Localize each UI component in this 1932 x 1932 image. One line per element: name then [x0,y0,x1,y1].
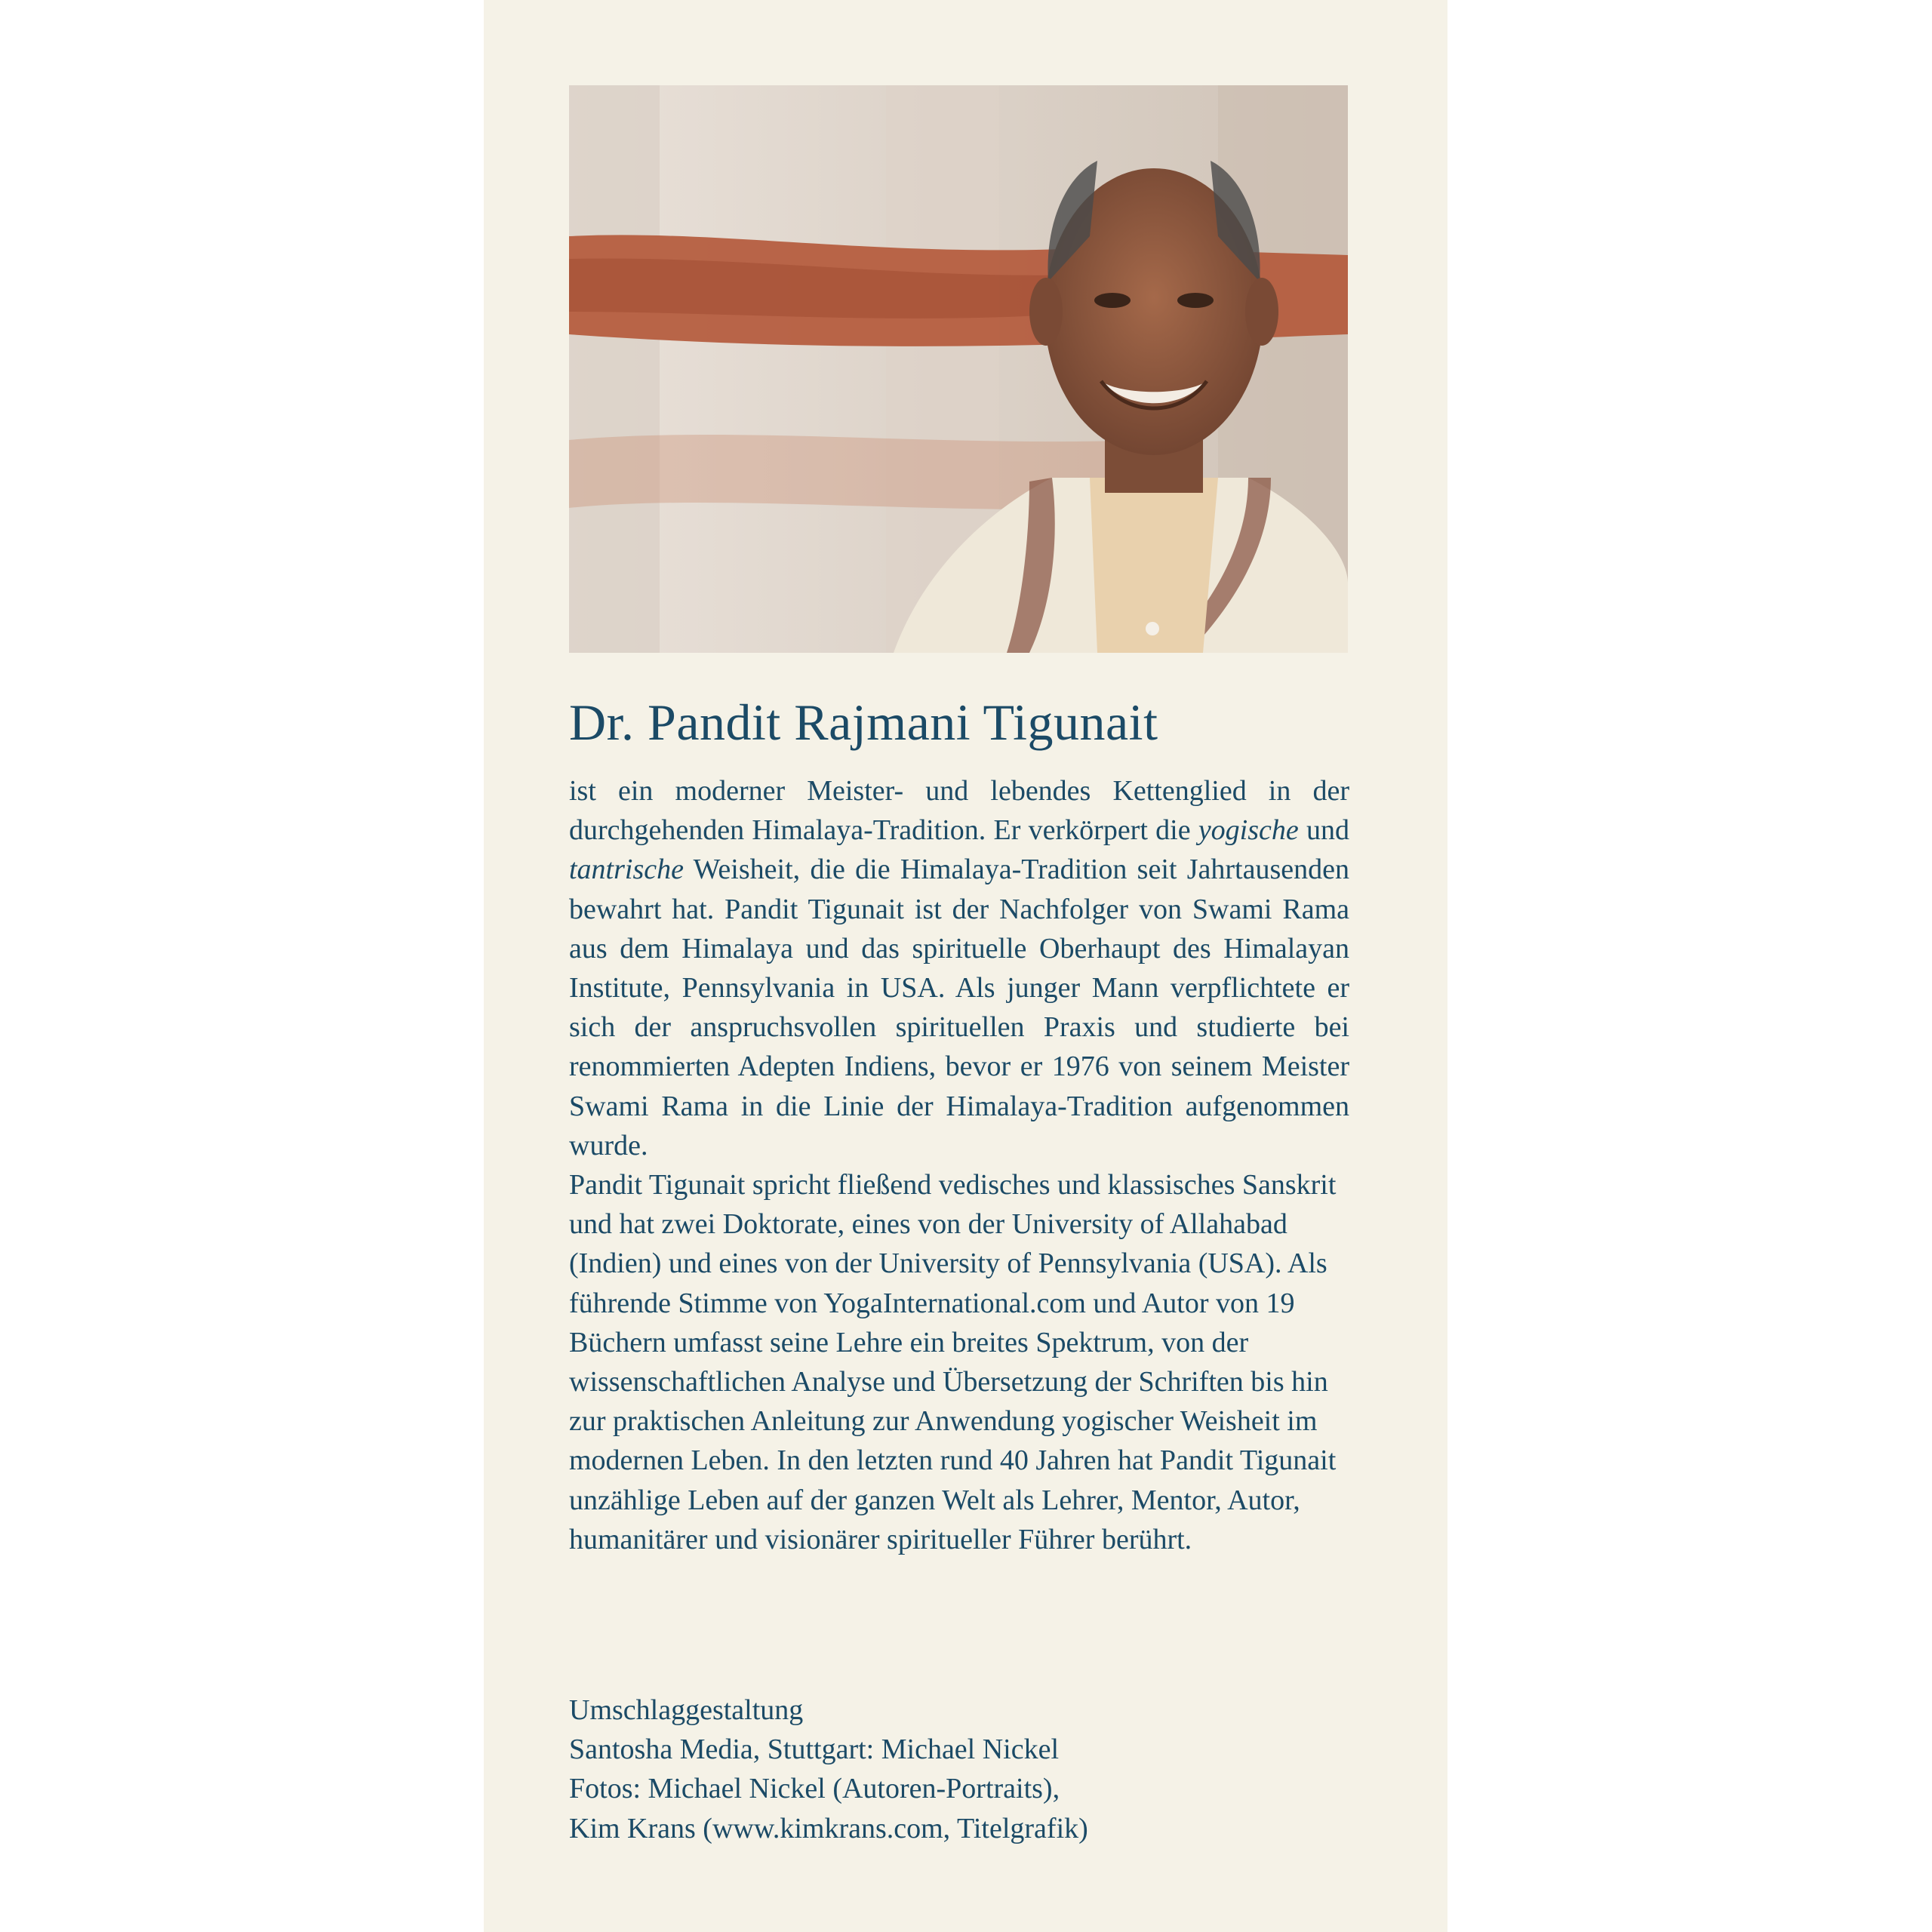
bio-paragraph-2: Pandit Tigunait spricht fließend vedisches und klassisches Sanskrit und hat zwei Doktorate, eines von der University of Allahabad (Indien) und eines von der University of Pennsylvania (USA). Als führende Stimme von YogaInternational.​com und Autor von 19 Büchern umfasst seine Lehre ein breites Spektrum, von der wissenschaftlichen Analyse und Übersetzung der Schriften bis hin zur praktischen Anleitung zur Anwendung yogischer Weisheit im modernen Leben. In den letzten rund 40 Jahren hat Pandit Tigunait unzählige Leben auf der ganzen Welt als Lehrer, Mentor, Autor, humanitärer und visionärer spiritueller Führer berührt. [569,1169,1337,1555]
credits-line-4: Kim Krans (www.kimkrans.com, Titelgrafik) [569,1812,1088,1844]
portrait-illustration [569,85,1348,653]
bio-p1-emphasis-yogische: yogische [1198,814,1299,847]
credits-line-1: Umschlaggestaltung [569,1694,804,1726]
credits-line-3: Fotos: Michael Nickel (Autoren-Portraits), [569,1773,1060,1805]
author-biography [569,771,1349,1559]
bio-p1-emphasis-tantrische: tantrische [569,854,684,886]
author-portrait-photo [569,85,1348,653]
bio-p1-text-1: ist ein moderner Meister- und lebendes Kettenglied in der durchgehenden Himalaya-Tradition. Er verkörpert die [569,775,1349,847]
credits-line-2: Santosha Media, Stuttgart: Michael Nickel [569,1734,1060,1766]
bio-p1-text-3: Weisheit, die die Himalaya-Tradition seit Jahrtausenden bewahrt hat. Pandit Tigunait ist der Nachfolger von Swami Rama aus dem Himalaya und das spirituelle Oberhaupt des Himalayan Institute, Pennsylvania in USA. Als junger Mann verpflichtete er sich der anspruchsvollen spirituellen Praxis und studierte bei renommierten Adepten Indiens, bevor er 1976 von seinem Meister Swami Rama in die Linie der Himalaya-Tradition aufgenommen wurde. [569,854,1349,1161]
cover-credits [569,1690,1349,1848]
bio-p1-text-2: und [1298,814,1350,847]
author-name-heading: Dr. Pandit Rajmani Tigunait [569,694,1158,751]
bio-paragraph-1 [569,771,1349,1165]
